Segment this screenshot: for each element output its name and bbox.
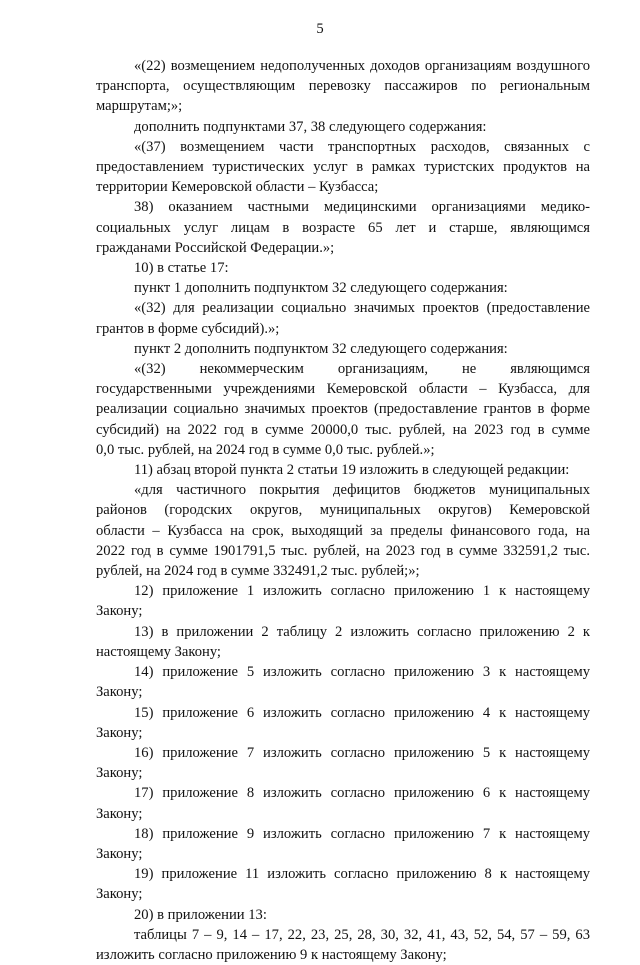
paragraph-line: рублей, на 2024 год в сумме 332491,2 тыс. рублей;»; <box>96 563 420 580</box>
paragraph-line: 2022 год в сумме 1901791,5 тыс. рублей, на 2023 год в сумме 332591,2 тыс. <box>96 542 590 559</box>
paragraph-line: 14) приложение 5 изложить согласно приложению 3 к настоящему <box>134 664 590 681</box>
paragraph <box>96 298 590 338</box>
paragraph-line: пункт 2 дополнить подпунктом 32 следующего содержания: <box>134 340 508 357</box>
paragraph-line: 16) приложение 7 изложить согласно приложению 5 к настоящему <box>134 744 590 761</box>
paragraph-line: области – Кузбасса на срок, выходящий за пределы финансового года, на <box>96 522 590 539</box>
paragraph <box>96 581 590 621</box>
paragraph-line: 11) абзац второй пункта 2 статьи 19 изложить в следующей редакции: <box>134 462 570 479</box>
paragraph-line: «(37) возмещением части транспортных расходов, связанных с <box>134 138 590 155</box>
paragraph <box>96 824 590 864</box>
paragraph-line: Закону; <box>96 684 143 701</box>
paragraph-line: 38) оказанием частными медицинскими организациями медико- <box>134 199 590 216</box>
paragraph <box>96 137 590 198</box>
document-body <box>96 56 590 965</box>
paragraph-line: «для частичного покрытия дефицитов бюджетов муниципальных <box>134 482 590 499</box>
paragraph <box>96 460 590 480</box>
paragraph-line: маршрутам;»; <box>96 98 183 115</box>
paragraph-line: изложить согласно приложению 9 к настоящему Закону; <box>96 946 447 963</box>
paragraph-line: пункт 1 дополнить подпунктом 32 следующего содержания: <box>134 280 508 297</box>
paragraph-line: Закону; <box>96 886 143 903</box>
paragraph-line: 17) приложение 8 изложить согласно приложению 6 к настоящему <box>134 785 590 802</box>
paragraph-line: 18) приложение 9 изложить согласно приложению 7 к настоящему <box>134 825 590 842</box>
paragraph-line: государственными учреждениями Кемеровской области – Кузбасса, для <box>96 381 590 398</box>
paragraph <box>96 359 590 460</box>
paragraph-line: Закону; <box>96 603 143 620</box>
paragraph <box>96 339 590 359</box>
paragraph-line: дополнить подпунктами 37, 38 следующего содержания: <box>134 118 487 135</box>
paragraph-line: Закону; <box>96 805 143 822</box>
paragraph <box>96 117 590 137</box>
paragraph-line: территории Кемеровской области – Кузбасса; <box>96 179 379 196</box>
paragraph <box>96 703 590 743</box>
paragraph-line: 12) приложение 1 изложить согласно приложению 1 к настоящему <box>134 583 590 600</box>
paragraph <box>96 56 590 117</box>
paragraph <box>96 783 590 823</box>
paragraph-line: гражданами Российской Федерации.»; <box>96 239 335 256</box>
paragraph-line: субсидий) на 2022 год в сумме 20000,0 тыс. рублей, на 2023 год в сумме <box>96 421 590 438</box>
paragraph <box>96 197 590 258</box>
paragraph-line: предоставлением туристических услуг в рамках туристских продуктов на <box>96 159 590 176</box>
paragraph <box>96 743 590 783</box>
paragraph-line: «(32) некоммерческим организациям, не являющимся <box>134 361 590 378</box>
paragraph <box>96 622 590 662</box>
paragraph <box>96 905 590 925</box>
paragraph-line: районов (городских округов, муниципальных округов) Кемеровской <box>96 502 590 519</box>
paragraph <box>96 258 590 278</box>
paragraph-line: 15) приложение 6 изложить согласно приложению 4 к настоящему <box>134 704 590 721</box>
paragraph-line: 20) в приложении 13: <box>134 906 267 923</box>
paragraph-line: «(32) для реализации социально значимых проектов (предоставление <box>134 300 590 317</box>
paragraph <box>96 864 590 904</box>
paragraph-line: Закону; <box>96 724 143 741</box>
paragraph <box>96 925 590 965</box>
paragraph-line: настоящему Закону; <box>96 643 221 660</box>
paragraph <box>96 480 590 581</box>
page-number: 5 <box>316 21 324 37</box>
paragraph-line: таблицы 7 – 9, 14 – 17, 22, 23, 25, 28, 30, 32, 41, 43, 52, 54, 57 – 59, 63 <box>134 926 590 943</box>
paragraph-line: Закону; <box>96 765 143 782</box>
paragraph-line: 19) приложение 11 изложить согласно приложению 8 к настоящему <box>134 866 590 883</box>
paragraph-line: транспорта, осуществляющим перевозку пассажиров по региональным <box>96 78 590 95</box>
paragraph-line: Закону; <box>96 845 143 862</box>
paragraph <box>96 662 590 702</box>
paragraph-line: 10) в статье 17: <box>134 260 229 277</box>
paragraph-line: реализации социально значимых проектов (предоставление грантов в форме <box>96 401 590 418</box>
paragraph <box>96 278 590 298</box>
paragraph-line: «(22) возмещением недополученных доходов организациям воздушного <box>134 58 590 74</box>
paragraph-line: 0,0 тыс. рублей, на 2024 год в сумме 0,0 тыс. рублей.»; <box>96 441 435 458</box>
paragraph-line: 13) в приложении 2 таблицу 2 изложить согласно приложению 2 к <box>134 623 590 640</box>
paragraph-line: грантов в форме субсидий).»; <box>96 320 280 337</box>
paragraph-line: социальных услуг лицам в возрасте 65 лет и старше, являющимся <box>96 219 590 236</box>
